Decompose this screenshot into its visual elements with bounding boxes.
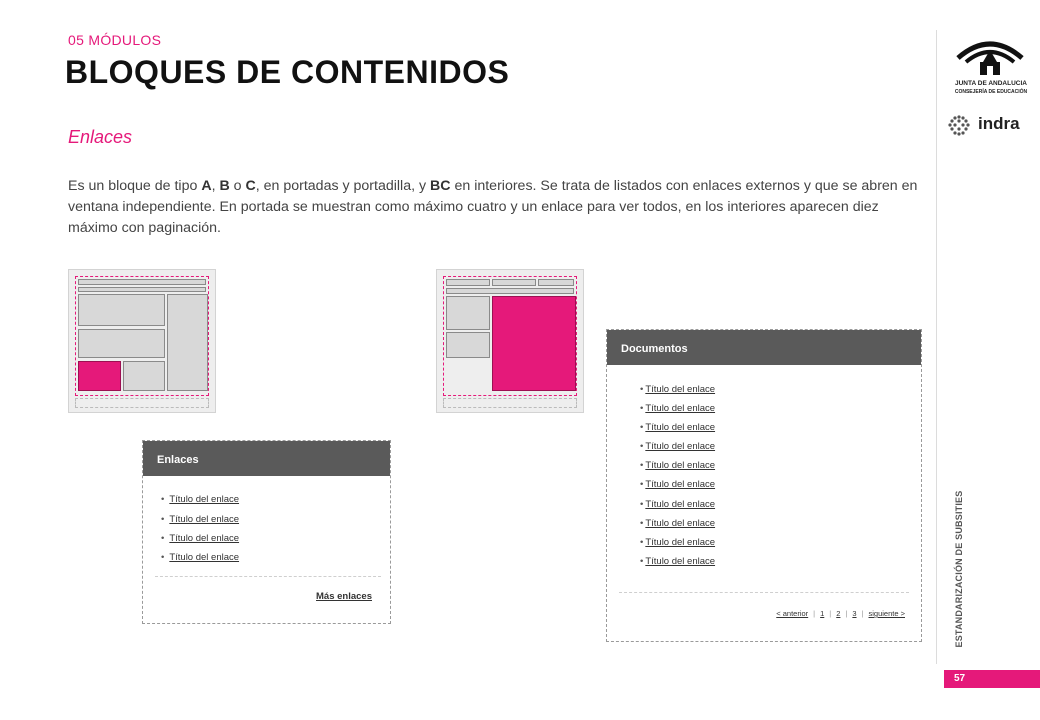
page-number: 57	[944, 670, 1040, 688]
description: Es un bloque de tipo A, B o C, en portadas y portadilla, y BC en interiores. Se trata de listados con enlaces externos y que se abren en ventana independiente. En portada se muestran como máximo cuatro y un enlace para ver todos, en los interiores aparecen diez máximo con paginación.	[68, 178, 918, 236]
thumbnail-frame	[443, 276, 577, 396]
thumbnail-frame	[75, 276, 209, 396]
junta-logo-text	[952, 80, 1030, 96]
enlaces-separator	[155, 576, 381, 577]
layout-thumbnail-interior	[436, 269, 584, 413]
section-label: 05 MÓDULOS	[68, 32, 162, 48]
documentos-link-item[interactable]: • Título del enlace	[640, 422, 716, 433]
thumb-block-nav-1	[446, 279, 490, 286]
side-label: ESTANDARIZACIÓN DE SUBSITIES	[954, 490, 964, 648]
vertical-divider	[936, 30, 937, 664]
documentos-link-item[interactable]: • Título del enlace	[640, 537, 716, 548]
thumb-block-b	[446, 332, 490, 358]
pagination	[776, 609, 905, 618]
pagination-separator: |	[829, 609, 832, 618]
pagination-separator: |	[861, 609, 864, 618]
pagination-page-2[interactable]: 2	[836, 609, 841, 618]
enlaces-box	[142, 440, 391, 624]
thumb-block-b	[78, 329, 165, 358]
documentos-link-item[interactable]: • Título del enlace	[640, 499, 716, 510]
enlaces-link-item[interactable]: • Título del enlace	[161, 533, 240, 544]
thumb-block-nav-2	[492, 279, 536, 286]
documentos-link-item[interactable]: • Título del enlace	[640, 518, 716, 529]
pagination-separator: |	[845, 609, 848, 618]
thumb-block-a	[78, 294, 165, 326]
documentos-box	[606, 329, 922, 642]
documentos-link-item[interactable]: • Título del enlace	[640, 479, 716, 490]
subtitle: Enlaces	[68, 127, 133, 147]
thumb-block-a	[446, 296, 490, 330]
pagination-page-1[interactable]: 1	[820, 609, 825, 618]
pagination-next[interactable]: siguiente >	[868, 609, 905, 618]
documentos-link-item[interactable]: • Título del enlace	[640, 441, 716, 452]
thumb-block-side	[167, 294, 208, 391]
documentos-link-item[interactable]: • Título del enlace	[640, 403, 716, 414]
pagination-page-3[interactable]: 3	[852, 609, 857, 618]
documentos-separator	[619, 592, 909, 593]
enlaces-link-item[interactable]: • Título del enlace	[161, 494, 240, 505]
thumb-block-c	[123, 361, 165, 391]
documentos-link-item[interactable]: • Título del enlace	[640, 460, 716, 471]
more-links-button[interactable]: Más enlaces	[316, 591, 372, 602]
thumb-block-highlight	[492, 296, 576, 391]
thumb-block-nav	[78, 279, 206, 285]
documentos-link-item[interactable]: • Título del enlace	[640, 556, 716, 567]
thumb-block-bar	[78, 287, 206, 292]
thumb-block-nav-3	[538, 279, 574, 286]
page-title: BLOQUES DE CONTENIDOS	[65, 54, 510, 90]
thumb-footer	[443, 398, 577, 408]
indra-logo-text: indra	[978, 114, 1020, 133]
junta-logo-line2: CONSEJERÍA DE EDUCACIÓN	[954, 89, 1028, 95]
thumb-block-highlight	[78, 361, 121, 391]
enlaces-link-item[interactable]: • Título del enlace	[161, 552, 240, 563]
enlaces-box-header: Enlaces	[143, 441, 390, 476]
thumb-footer	[75, 398, 209, 408]
enlaces-link-item[interactable]: • Título del enlace	[161, 514, 240, 525]
documentos-box-header: Documentos	[607, 330, 921, 365]
pagination-prev[interactable]: < anterior	[776, 609, 809, 618]
thumb-block-bar	[446, 288, 574, 294]
layout-thumbnail-portada	[68, 269, 216, 413]
junta-logo-line1: JUNTA DE ANDALUCIA	[955, 80, 1027, 87]
pagination-separator: |	[813, 609, 816, 618]
documentos-link-item[interactable]: • Título del enlace	[640, 384, 716, 395]
